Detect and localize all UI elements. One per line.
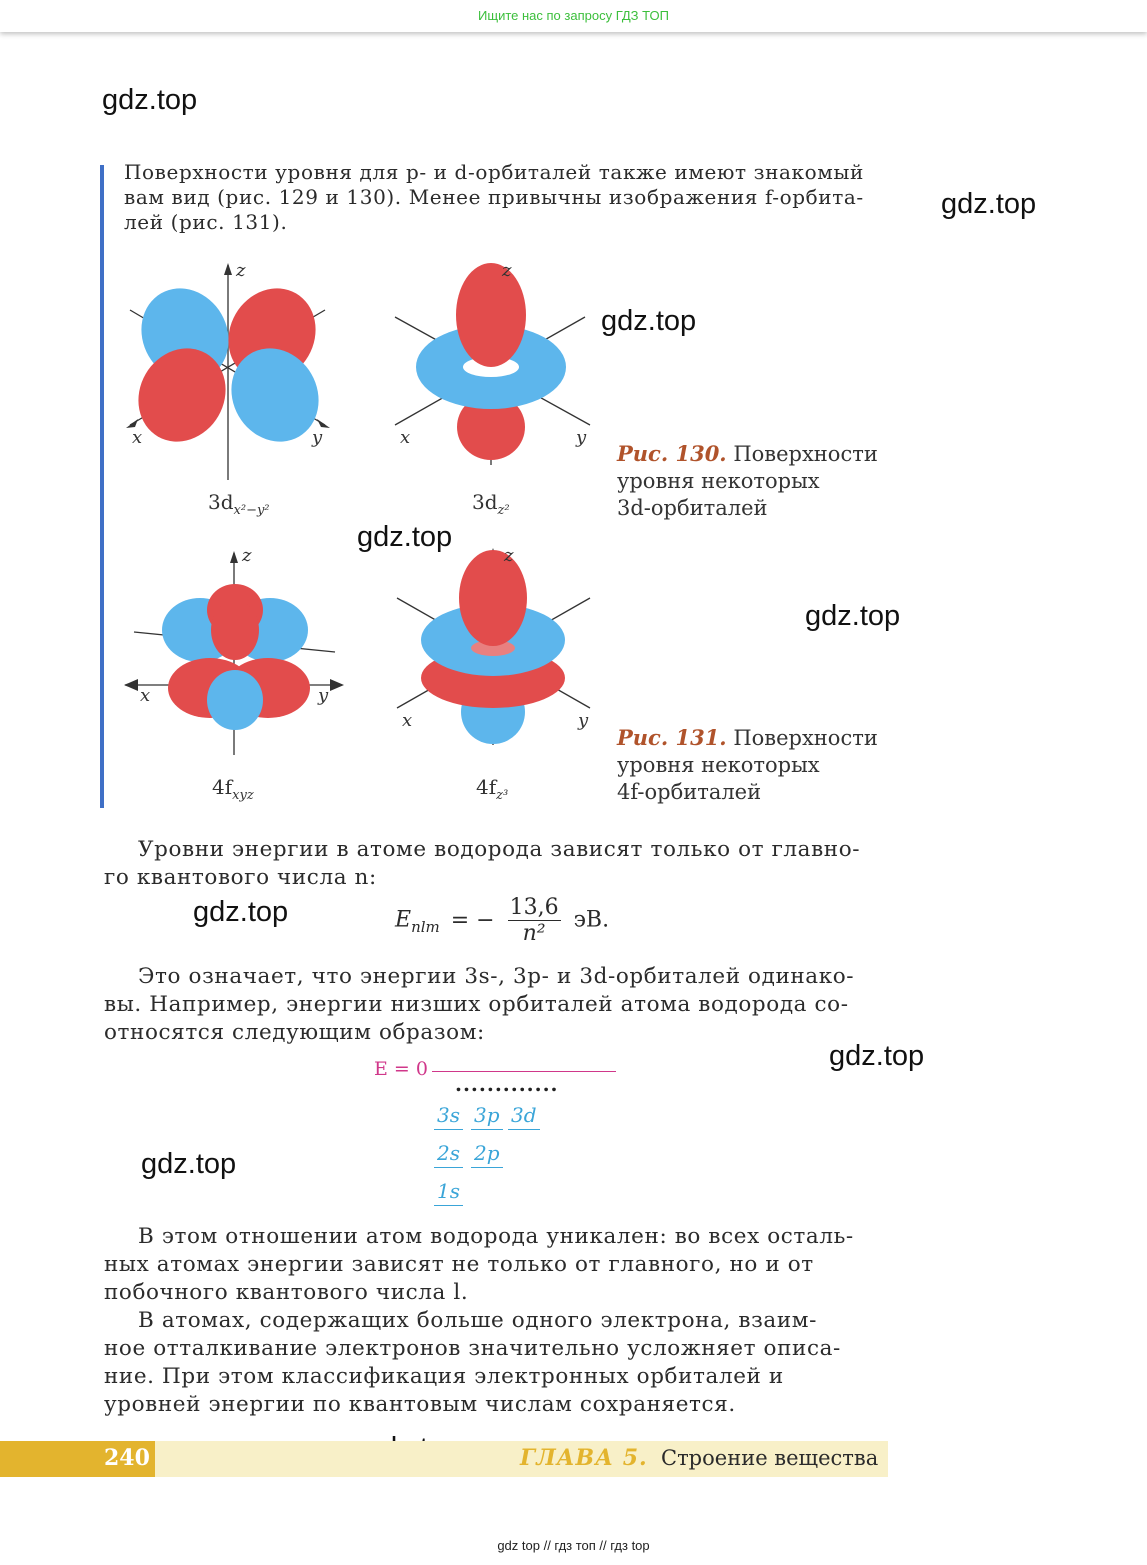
axis-y-label: y: [312, 427, 323, 448]
orbital-4fz3-label: $4f_{z^3}$: [476, 775, 509, 803]
figure-130-caption: Рис. 130. Поверхности уровня некоторых 3d-орбиталей: [617, 441, 878, 520]
chapter-label: ГЛАВА 5.: [520, 1445, 648, 1471]
paragraph-hydrogen-unique: [104, 1223, 889, 1307]
orbital-3dx2y2-figure: [120, 255, 360, 505]
orbital-3dz2-figure: [385, 255, 605, 505]
top-banner: [0, 0, 1147, 32]
watermark: gdz.top: [141, 1148, 237, 1180]
axis-y-label: y: [318, 685, 329, 706]
level-2s: 2s: [434, 1141, 463, 1168]
axis-y-label: y: [576, 427, 587, 448]
watermark: gdz.top: [357, 521, 453, 553]
energy-continuum-dots: .............: [455, 1072, 559, 1096]
watermark: gdz.top: [102, 84, 198, 116]
axis-z-label: z: [236, 260, 246, 281]
axis-y-label: y: [578, 710, 589, 731]
text-line: лей (рис. 131).: [124, 210, 288, 234]
figure-131-caption: Рис. 131. Поверхности уровня некоторых 4f-орбиталей: [617, 725, 878, 804]
text-line: вы. Например, энергии низших орбиталей атома водорода со-: [104, 992, 849, 1017]
watermark: gdz.top: [193, 896, 289, 928]
orbital-4fxyz-figure: [120, 545, 360, 765]
level-3d: 3d: [508, 1103, 540, 1130]
intro-paragraph: [124, 160, 889, 235]
page-footer: [0, 1441, 888, 1477]
text-line: Уровни энергии в атоме водорода зависят только от главно-: [138, 837, 861, 862]
text-line: уровней энергии по квантовым числам сохраняется.: [104, 1392, 736, 1417]
text-line: В атомах, содержащих больше одного электрона, взаим-: [138, 1308, 817, 1333]
watermark: gdz.top: [941, 188, 1037, 220]
text-line: В этом отношении атом водорода уникален: во всех осталь-: [138, 1224, 854, 1249]
axis-z-label: z: [242, 545, 252, 566]
bottom-links[interactable]: gdz top // гдз топ // гдз top: [497, 1538, 650, 1553]
top-banner-text: Ищите нас по запросу ГДЗ ТОП: [478, 8, 669, 23]
watermark: gdz.top: [601, 305, 697, 337]
paragraph-orbital-energies: [104, 963, 889, 1047]
axis-x-label: x: [402, 710, 413, 731]
axis-x-label: x: [132, 427, 143, 448]
energy-formula: $E_{nlm}$ = − $\frac{13,6}{\text{n²}}$ эВ.: [395, 895, 610, 946]
axis-x-label: x: [140, 685, 151, 706]
energy-zero-label: E = 0: [374, 1058, 428, 1080]
orbital-4fxyz-label: $4f_{xyz}$: [212, 775, 254, 803]
paragraph-energy-levels: [104, 836, 889, 892]
level-2p: 2p: [471, 1141, 503, 1168]
watermark: gdz.top: [805, 600, 901, 632]
level-3p: 3p: [471, 1103, 503, 1130]
chapter-title: Строение вещества: [661, 1446, 879, 1470]
orbital-4fz3-figure: [385, 540, 605, 770]
text-line: ное отталкивание электронов значительно усложняет описа-: [104, 1336, 841, 1361]
level-1s: 1s: [434, 1179, 463, 1206]
text-line: побочного квантового числа l.: [104, 1280, 469, 1305]
text-line: ние. При этом классификация электронных орбиталей и: [104, 1364, 784, 1389]
text-line: Это означает, что энергии 3s-, 3p- и 3d-орбиталей одинако-: [138, 964, 855, 989]
paragraph-multi-electron: [104, 1307, 889, 1419]
axis-z-label: z: [502, 260, 512, 281]
section-accent-bar: [100, 165, 104, 808]
axis-x-label: x: [400, 427, 411, 448]
page-number: 240: [104, 1445, 150, 1471]
text-line: вам вид (рис. 129 и 130). Менее привычны изображения f-орбита-: [124, 185, 864, 209]
text-line: ных атомах энергии зависят не только от главного, но и от: [104, 1252, 814, 1277]
orbital-3dz2-label: $3d_{z^2}$: [472, 490, 510, 518]
level-3s: 3s: [434, 1103, 463, 1130]
text-line: го квантового числа n:: [104, 865, 377, 890]
orbital-3dx2y2-label: $3d_{x^2-y^2}$: [208, 490, 270, 518]
watermark: gdz.top: [829, 1040, 925, 1072]
text-line: Поверхности уровня для p- и d-орбиталей также имеют знакомый: [124, 160, 864, 184]
text-line: относятся следующим образом:: [104, 1020, 485, 1045]
axis-z-label: z: [504, 545, 514, 566]
